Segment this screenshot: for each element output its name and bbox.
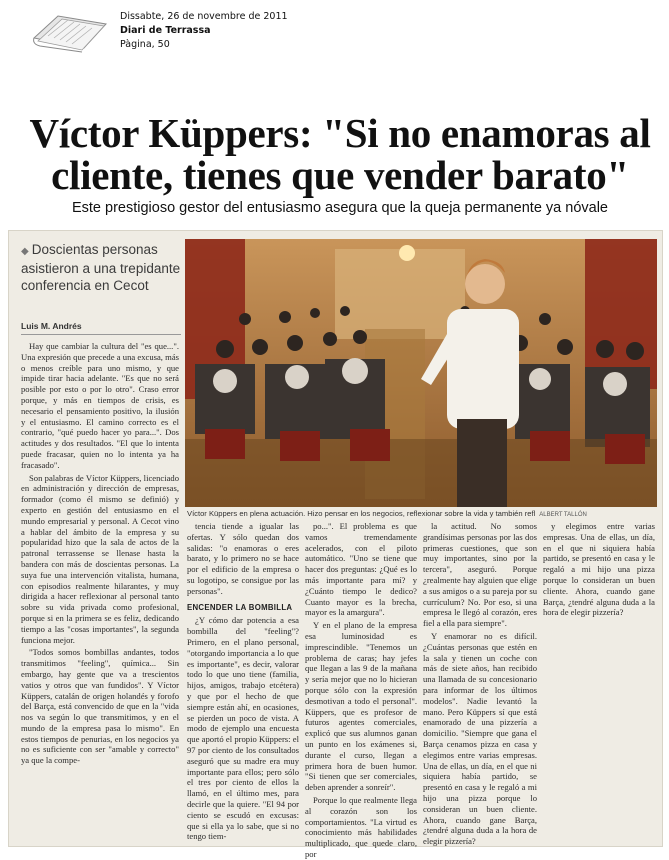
paragraph: po...". El problema es que vamos tremendamente acelerados, con el piloto automático. "Uno se tiene que hacer dos preguntas: ¿Qué es lo más importante para mí? y ¿Cuánto tiempo le dedico? Cuanto mayor es la brecha, mayor es la amargura". [305,521,417,618]
photo-credit: ALBERT TALLÓN [539,512,587,518]
headline-line-1: Víctor Küppers: "Si no enamoras al [29,110,651,156]
paragraph: ¿Y cómo dar potencia a esa bombilla del "feeling"? Primero, en el plano personal, "otorgando importancia a lo que es importante", es decir, valorar todo lo que uno tiene (familia, hijos, amigos, trabajo etcétera) y que por el hecho de que siempre están ahí, en ocasiones, se pierden un poco de vista. A modo de ejemplo una encuesta que aportó el propio Küppers: el 97 por ciento de los consultados aseguró que su madre era muy importante para ellos; pero sólo el tres por ciento de ellos la llamó, en el último mes, para decirle que la quiere. "El 94 por ciento se escudó en excusas: que si ella ya lo sabe, que si no tengo tiem- [187,615,299,842]
headline-line-2: cliente, tienes que vender barato" [51,152,629,198]
body-column-1 [21,341,179,841]
page-number: Pàgina, 50 [120,39,170,50]
publication-date: Dissabte, 26 de novembre de 2011 [120,11,288,22]
paragraph: "Todos somos bombillas andantes, todos transmitimos "feeling", química... Sin embargo, hay gente que va a trescientos vatios y otros que van fundidos". Y Víctor Küppers, catalán de origen holandés y forofo del Barça, está convencido de que en la "vida nos va según lo que transmitimos, y en el mundo de la empresa pasa lo mismo". En estos tiempos de penurias, en los negocios ya no es suficiente con ser "amable y correcto" ya que la compe- [21,647,179,766]
publication-name: Diari de Terrassa [120,25,211,36]
newspaper-icon [28,8,110,54]
byline: Luis M. Andrés [21,321,82,331]
section-heading: ENCENDER LA BOMBILLA [187,602,293,612]
article-kicker [21,241,181,294]
body-column-4 [423,521,537,847]
paragraph: Porque lo que realmente llega al corazón son los comportamientos. "La virtud es conocimiento más habilidades multiplicado, que quede claro, por [305,794,417,859]
clipping-meta [120,10,288,52]
paragraph: Hay que cambiar la cultura del "es que...". Una expresión que precede a una excusa, más o menos creíble para uno mismo, y que impide tirar hacia adelante. "Es que no será posible por esto o por lo otro". Craso error porque, y más en tiempos de crisis, es necesario el pensamiento positivo, la ilusión y el entusiasmo. El camino correcto es el contrario, "qué puedo hacer yo para...". Dos actitudes y dos resultados. "El que lo intenta puede fracasar, quien no lo intenta ya ha fracasado". [21,341,179,470]
article-headline [20,112,660,196]
kicker-text: Doscientas personas asistieron a una trepidante conferencia en Cecot [21,242,181,293]
paragraph: Son palabras de Víctor Küppers, licenciado en administración y dirección de empresas, formador (como él mismo se definió) y experto en gestión del entusiasmo en el mundo empresarial y personal. A Cecot vino a hablar del ámbito de la empresa y su popularidad hizo que la sala de actos de la patronal terrassense se llenase hasta la bandera con más de doscientas personas. La suya fue una intervención vitalista, humana, con episodios realmente hilarantes, y muy dirigida a hacer reflexionar al personal tanto sobre su vida privada como profesional, porque si en la primera se es feliz, dedicando tiempo a las "cosas importantes", la segunda funciona mejor. [21,472,179,645]
clipping-header [0,0,669,78]
byline-divider [21,334,181,335]
paragraph: la actitud. No somos grandísimas personas por las dos primeras cuestiones, que son muy importantes, sino por la tercera", aseguró. Porque ¿realmente hay alguien que elige a sus amigos o a su pareja por su currículum? No. Por eso, si una empresa le llegó al corazón, eres fiel a ella para siempre". [423,521,537,629]
caption-text: Víctor Küppers en plena actuación. Hizo pensar en los negocios, reflexionar sobre la vida y también refl [187,509,536,518]
paragraph: Y enamorar no es difícil. ¿Cuántas personas que estén en la sala y tienen un coche con más de siete años, han recibido una llamada de su concesionario para informar de los últimos modelos". Nadie levantó la mano. Pero Küppers sí que está enamorado de una pizzería a domicilio. "Siempre que gana el Barça cenamos pizza en casa y elegimos entre varias empresas. Una de ellas, un día, en el que ni siquiera había partido, se presentó en casa y le regaló a mi hijo una pizza porque lo consideran un buen cliente. Ahora, cuando gane Barça, ¿tendré alguna duda a la hora de elegir pizzería? [423,630,537,847]
paragraph: y elegimos entre varias empresas. Una de ellas, un día, en el que ni siquiera había partido, se presentó en casa y le regaló a mi hijo una pizza porque lo consideran un buen cliente. Ahora, cuando gane Barça, ¿tendré alguna duda a la hora de elegir pizzería? [543,521,655,618]
body-column-2 [187,521,299,841]
article-clip [8,230,663,859]
conference-photo [185,239,657,507]
body-column-5 [543,521,655,841]
article-subhead: Este prestigioso gestor del entusiasmo asegura que la queja permanente ya nóvale [71,200,609,216]
paragraph: tencia tiende a igualar las ofertas. Y sólo quedan dos salidas: "o enamoras o eres barato, y lo primero no se hace por el edificio de la empresa o su logotipo, se consigue por las personas". [187,521,299,596]
paragraph: Y en el plano de la empresa esa luminosidad es imprescindible. "Tenemos un problema de caras; hay jefes que llegan a las 9 de la mañana y sería mejor que no lo hicieran porque sólo con la expresión desmotivan a todo el personal". Küppers, que es profesor de futuros agentes comerciales, explicó que sus alumnos ganan un punto en los exámenes si, durante el curso, llegan a primera hora de buen humor. "Si tienen que ser comerciales, deben aprender a sonreír". [305,620,417,793]
kicker-bullet-icon: ◆ [21,246,29,257]
body-column-3 [305,521,417,859]
photo-caption [187,509,655,518]
